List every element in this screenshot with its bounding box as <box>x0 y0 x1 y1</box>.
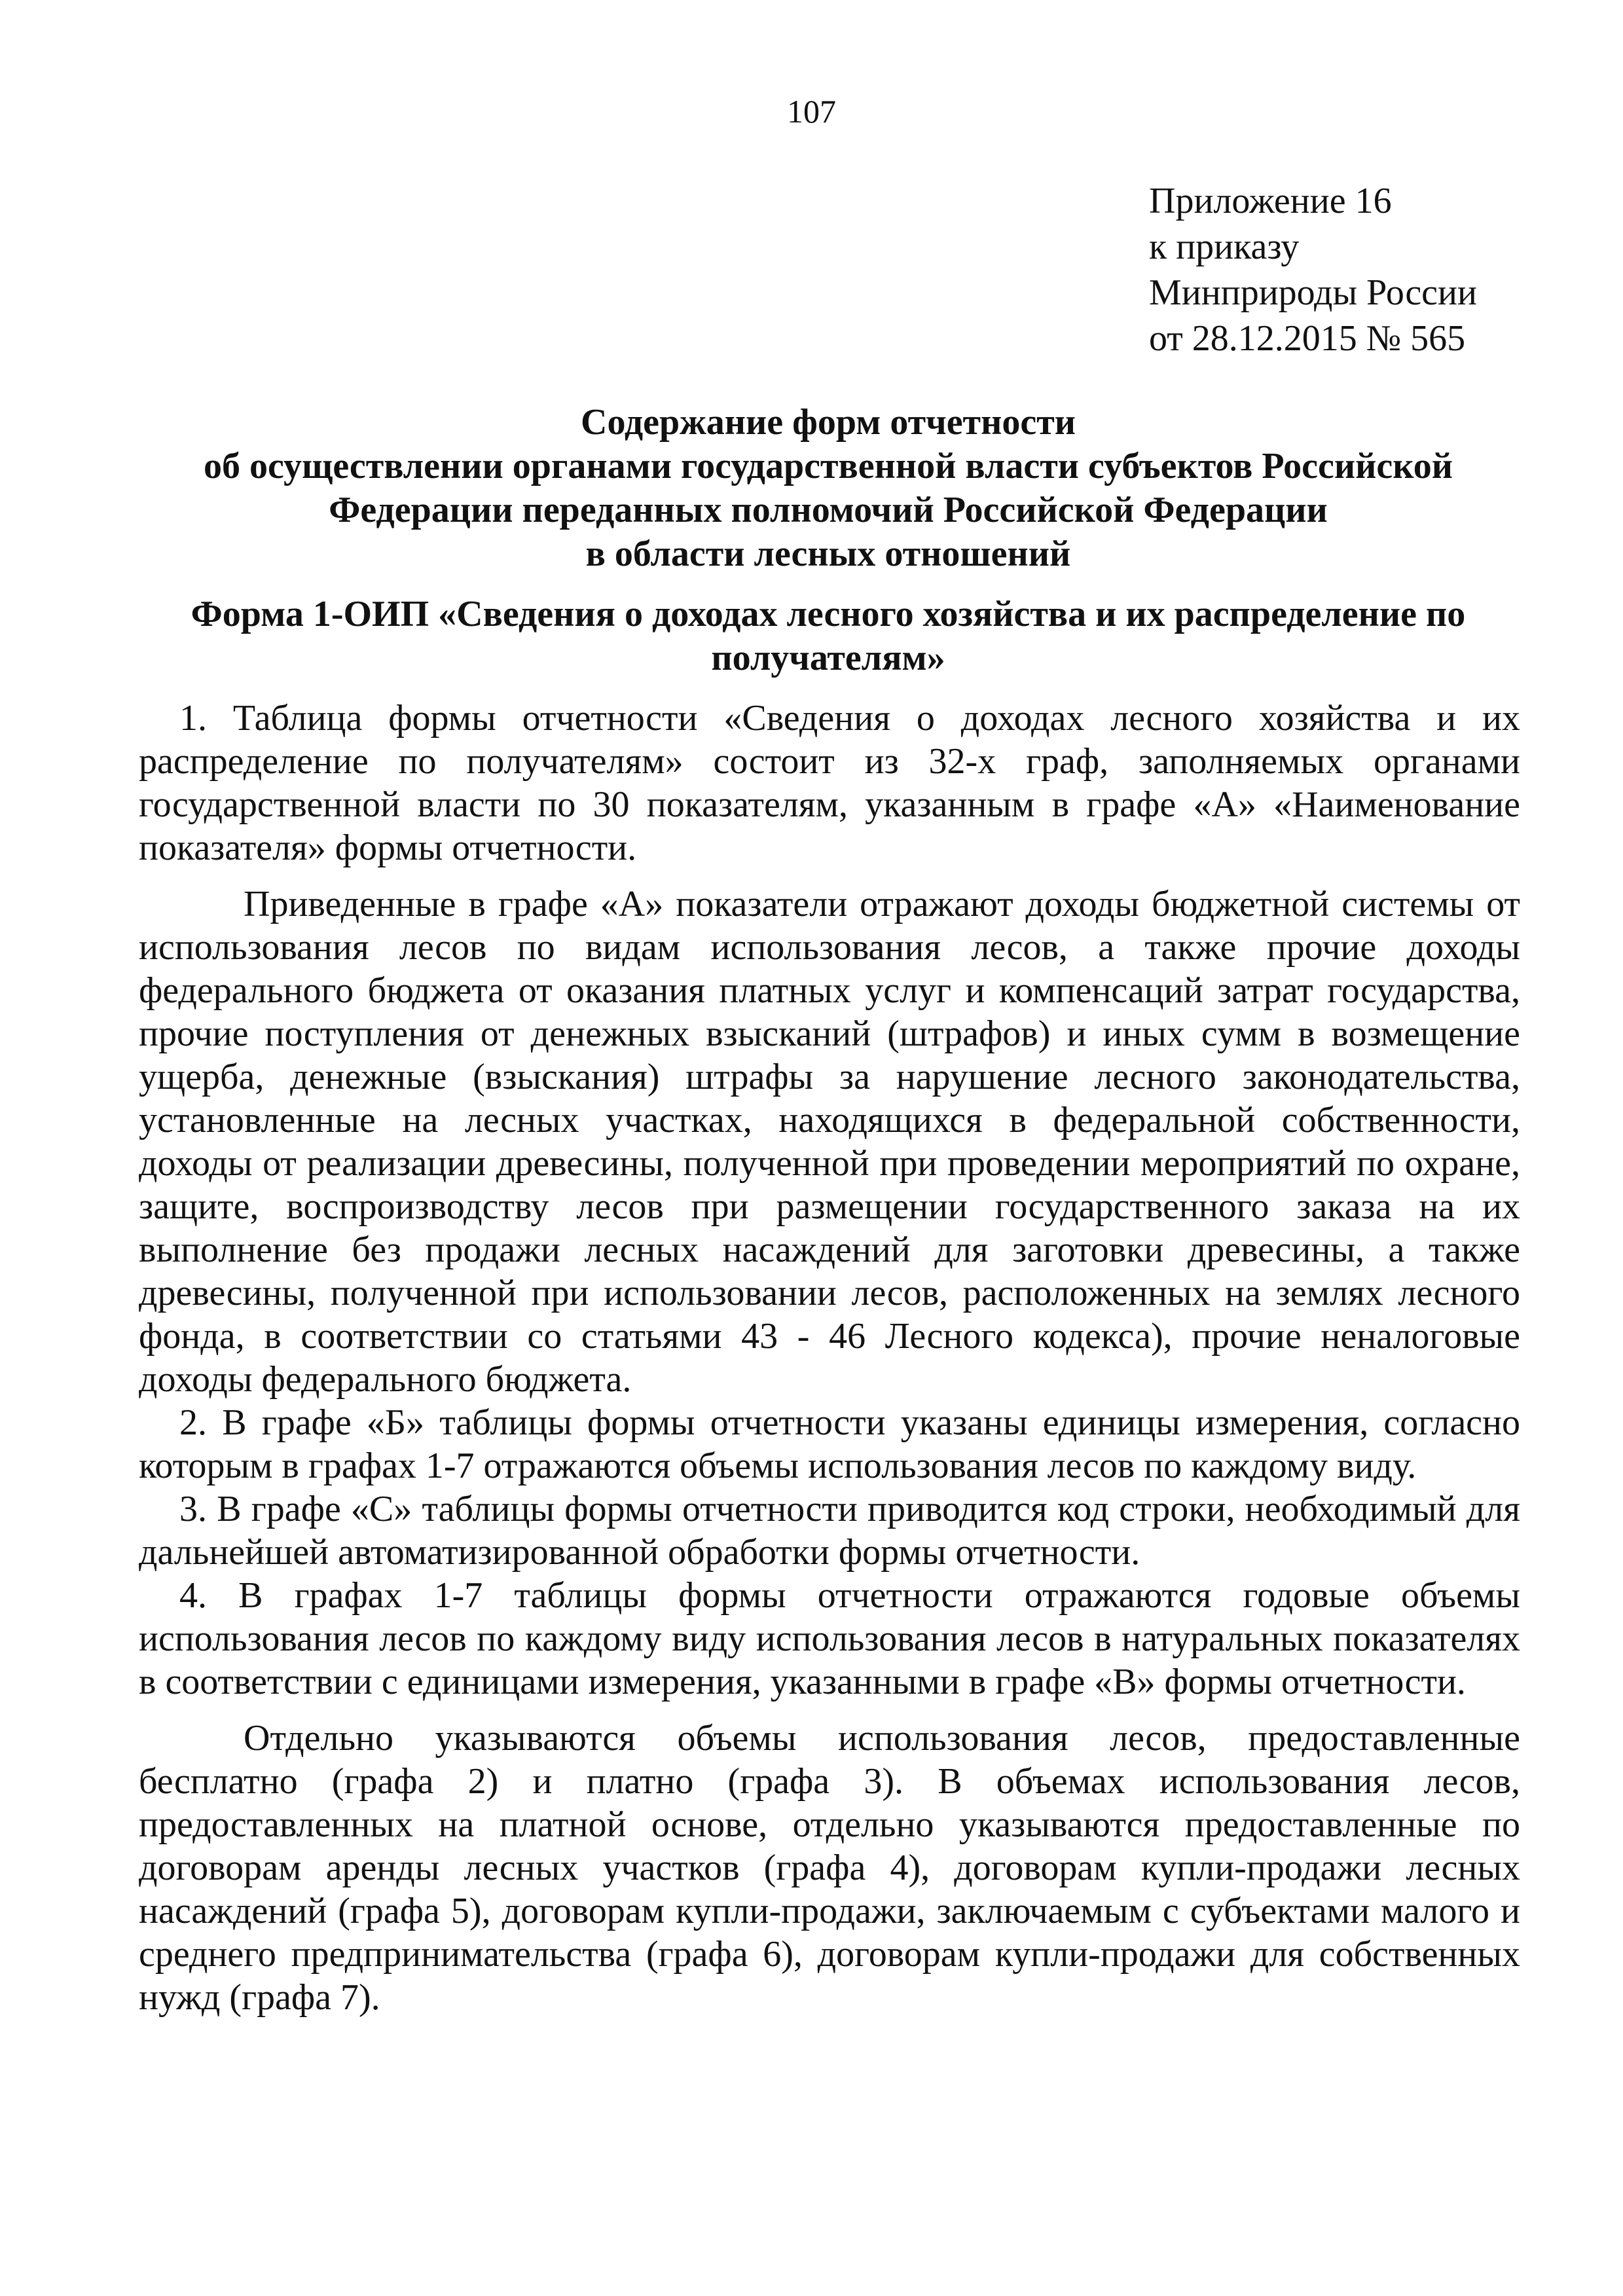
form-title-line: Форма 1-ОИП «Сведения о доходах лесного хозяйства и их распределение по <box>191 594 1466 634</box>
appendix-line: от 28.12.2015 № 565 <box>1149 318 1466 359</box>
paragraph-6: Отдельно указываются объемы использования лесов, предоставленные бесплатно (графа 2) и платно (графа 3). В объемах использования лесов, предоставленных на платной основе, отдельно указываются предоставленные по договорам аренды лесных участков (графа 4), договорам купли-продажи лесных насаждений (графа 5), договорам купли-продажи, заключаемым с субъектами малого и среднего предпринимательства (графа 6), договорам купли-продажи для собственных нужд (графа 7). <box>139 1718 1520 2018</box>
title-line: об осуществлении органами государственной власти субъектов Российской <box>203 446 1453 486</box>
appendix-line: Приложение 16 <box>1149 181 1392 221</box>
form-title <box>131 592 1525 680</box>
appendix-line: к приказу <box>1149 227 1300 267</box>
title-line: Содержание форм отчетности <box>581 402 1076 443</box>
page-number: 107 <box>787 93 836 130</box>
title-line: в области лесных отношений <box>585 534 1071 574</box>
title-line: Федерации переданных полномочий Российской Федерации <box>329 490 1328 530</box>
form-title-line: получателям» <box>711 638 945 678</box>
paragraph-5: 4. В графах 1-7 таблицы формы отчетности отражаются годовые объемы использования лесов по каждому виду использования лесов в натуральных показателях в соответствии с единицами измерения, указанными в графе «В» формы отчетности. <box>139 1575 1520 1702</box>
document-title <box>131 401 1525 576</box>
appendix-header <box>1149 178 1594 361</box>
paragraph-1: 1. Таблица формы отчетности «Сведения о доходах лесного хозяйства и их распределение по получателям» состоит из 32-х граф, заполняемых органами государственной власти по 30 показателям, указанным в графе «А» «Наименование показателя» формы отчетности. <box>139 698 1520 868</box>
paragraph-4: 3. В графе «С» таблицы формы отчетности приводится код строки, необходимый для дальнейшей автоматизированной обработки формы отчетности. <box>139 1489 1520 1573</box>
appendix-line: Минприроды России <box>1149 272 1477 313</box>
paragraph-3: 2. В графе «Б» таблицы формы отчетности указаны единицы измерения, согласно которым в графах 1-7 отражаются объемы использования лесов по каждому виду. <box>139 1402 1520 1486</box>
body-text <box>139 697 1520 2019</box>
paragraph-2: Приведенные в графе «А» показатели отражают доходы бюджетной системы от использования лесов по видам использования лесов, а также прочие доходы федерального бюджета от оказания платных услуг и компенсаций затрат государства, прочие поступления от денежных взысканий (штрафов) и иных сумм в возмещение ущерба, денежные (взыскания) штрафы за нарушение лесного законодательства, установленные на лесных участках, находящихся в федеральной собственности, доходы от реализации древесины, полученной при проведении мероприятий по охране, защите, воспроизводству лесов при размещении государственного заказа на их выполнение без продажи лесных насаждений для заготовки древесины, а также древесины, полученной при использовании лесов, расположенных на землях лесного фонда, в соответствии со статьями 43 - 46 Лесного кодекса), прочие неналоговые доходы федерального бюджета. <box>139 884 1520 1400</box>
